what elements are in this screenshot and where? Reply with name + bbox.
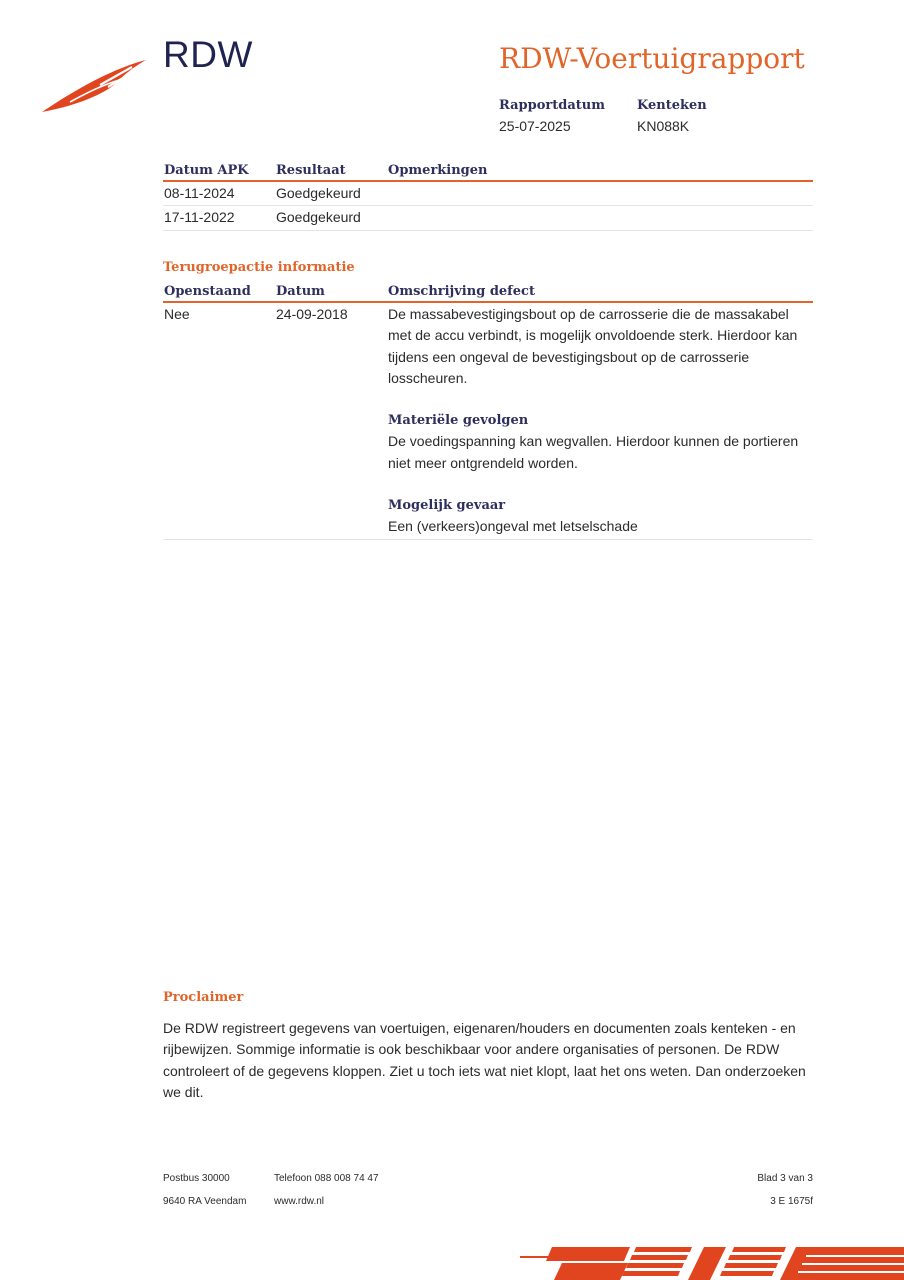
table-row [163,181,813,206]
col-header-resultaat: Resultaat [275,159,387,181]
danger-text: Een (verkeers)ongeval met letselschade [388,518,638,535]
footer-city: 9640 RA Veendam [163,1196,247,1207]
consequences-text: De voedingspanning kan wegvallen. Hierdoor kunnen de portieren niet meer ontgrendeld worden. [388,433,799,471]
danger-label: Mogelijk gevaar [388,498,506,514]
recall-header-row [163,280,813,302]
recall-date: 24-09-2018 [275,302,387,539]
recall-section-title: Terugroepactie informatie [163,260,355,275]
apk-date: 17-11-2022 [163,206,275,230]
plate-value: KN088K [637,118,690,134]
proclaimer-title: Proclaimer [163,990,244,1005]
report-date-label: Rapportdatum [499,98,605,113]
report-date-value: 25-07-2025 [499,118,571,134]
footer-website[interactable]: www.rdw.nl [274,1196,325,1207]
recall-open: Nee [163,302,275,539]
decorative-stripes-icon [520,1244,904,1280]
footer-phone: Telefoon 088 008 74 47 [274,1173,379,1184]
consequences-label: Materiële gevolgen [388,413,529,429]
report-title: RDW-Voertuigrapport [499,42,805,75]
apk-remarks [387,181,813,206]
col-header-openstaand: Openstaand [163,280,275,302]
col-header-omschrijving: Omschrijving defect [387,280,813,302]
apk-result: Goedgekeurd [275,206,387,230]
col-header-datum: Datum [275,280,387,302]
recall-table [163,280,813,540]
footer-code: 3 E 1675f [770,1196,813,1207]
plate-label: Kenteken [637,98,707,113]
footer-page-number: Blad 3 van 3 [757,1173,813,1184]
logo-text: RDW [163,34,253,75]
apk-table [163,159,813,231]
apk-header-row [163,159,813,181]
table-row [163,206,813,230]
table-row [163,302,813,539]
footer-postbus: Postbus 30000 [163,1173,230,1184]
apk-remarks [387,206,813,230]
rdw-logo-icon [40,55,150,115]
col-header-opmerkingen: Opmerkingen [387,159,813,181]
proclaimer-text: De RDW registreert gegevens van voertuigen, eigenaren/houders en documenten zoals kenteken - en rijbewijzen. Sommige informatie is ook beschikbaar voor andere organisaties of personen. De RDW controleert of de gegevens kloppen. Ziet u toch iets wat niet klopt, laat het ons weten. Dan onderzoeken we dit. [163,1020,806,1100]
apk-date: 08-11-2024 [163,181,275,206]
recall-description-cell [387,302,813,539]
col-header-datum-apk: Datum APK [163,159,275,181]
defect-description: De massabevestigingsbout op de carrosserie die de massakabel met de accu verbindt, is mogelijk onvoldoende sterk. Hierdoor kan tijdens een ongeval de bevestigingsbout op de carrosserie losscheuren. [388,306,798,386]
apk-result: Goedgekeurd [275,181,387,206]
